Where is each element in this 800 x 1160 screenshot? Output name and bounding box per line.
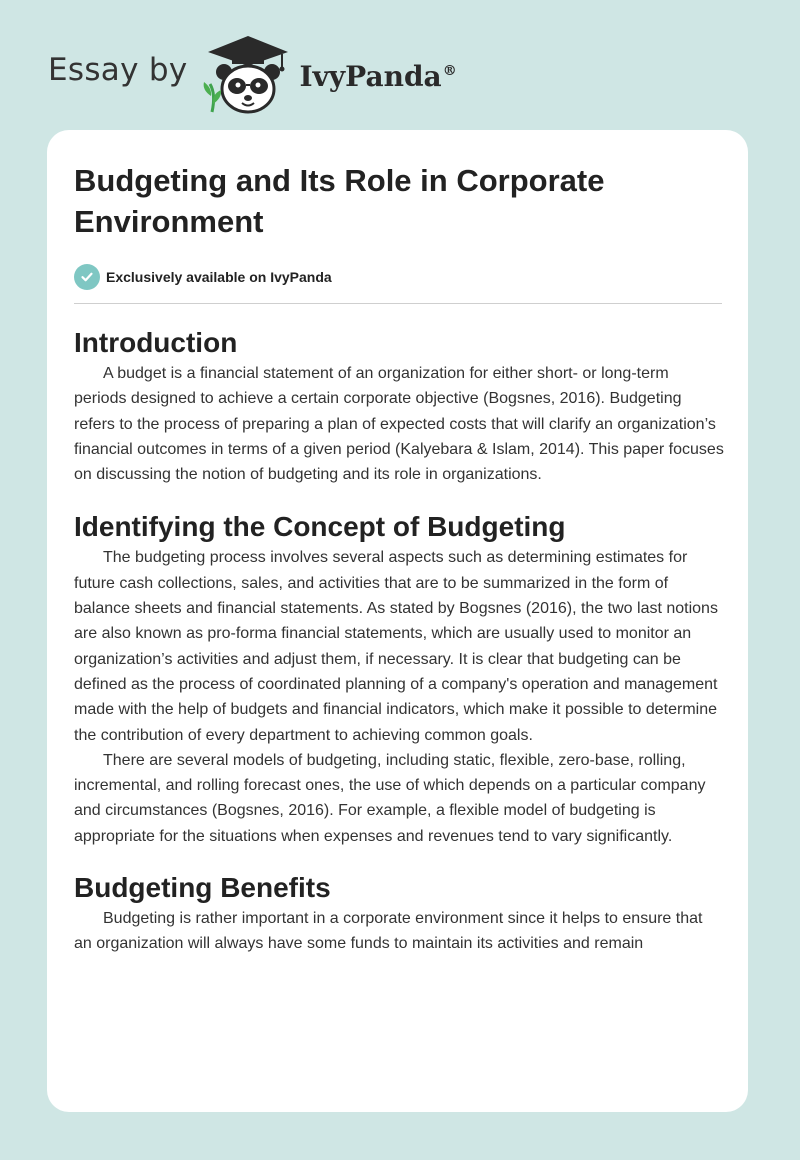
paragraph: A budget is a financial statement of an organization for either short- or long-term periods designed to achieve a certain corporate objective (Bogsnes, 2016). Budgeting refers to the process of preparing a plan of expected costs that will clarify an organization’s financial outcomes in terms of a given period (Kalyebara & Islam, 2014). This paper focuses on discussing the notion of budgeting and its role in organizations. bbox=[74, 365, 724, 484]
paragraph: The budgeting process involves several aspects such as determining estimates for future cash collections, sales, and activities that are to be summarized in the form of balance sheets and financial statements. As stated by Bogsnes (2016), the two last notions are also known as pro-forma financial statements, which are usually used to monitor an organization’s activities and adjust them, if necessary. It is clear that budgeting can be defined as the process of coordinated planning of a company's operation and management made with the help of budgets and financial indicators, which make it possible to determine the contribution of every department to achieving common goals. bbox=[74, 549, 718, 744]
brand-name: IvyPanda® bbox=[299, 59, 457, 93]
brand-header bbox=[48, 34, 457, 114]
article-card bbox=[47, 130, 748, 1112]
brand-prefix: Essay by bbox=[48, 52, 188, 88]
paragraph: There are several models of budgeting, including static, flexible, zero-base, rolling, incremental, and rolling forecast ones, the use of which depends on a particular company and circumstances (Bogsnes, 2016). For example, a flexible model of budgeting is appropriate for the situations when expenses and revenues tend to vary significantly. bbox=[74, 751, 706, 845]
section-heading-concept: Identifying the Concept of Budgeting bbox=[74, 511, 566, 543]
divider bbox=[74, 303, 722, 304]
section-heading-benefits: Budgeting Benefits bbox=[74, 872, 331, 904]
section-heading-introduction: Introduction bbox=[74, 327, 238, 358]
exclusive-badge-text: Exclusively available on IvyPanda bbox=[106, 269, 332, 285]
panda-graduate-icon bbox=[202, 34, 294, 114]
article-title: Budgeting and Its Role in Corporate Environment bbox=[74, 163, 605, 239]
check-circle-icon bbox=[74, 264, 100, 290]
exclusive-badge bbox=[74, 262, 724, 292]
article-content bbox=[74, 160, 724, 957]
paragraph: Budgeting is rather important in a corporate environment since it helps to ensure that an organization will always have some funds to maintain its activities and remain bbox=[74, 910, 703, 953]
